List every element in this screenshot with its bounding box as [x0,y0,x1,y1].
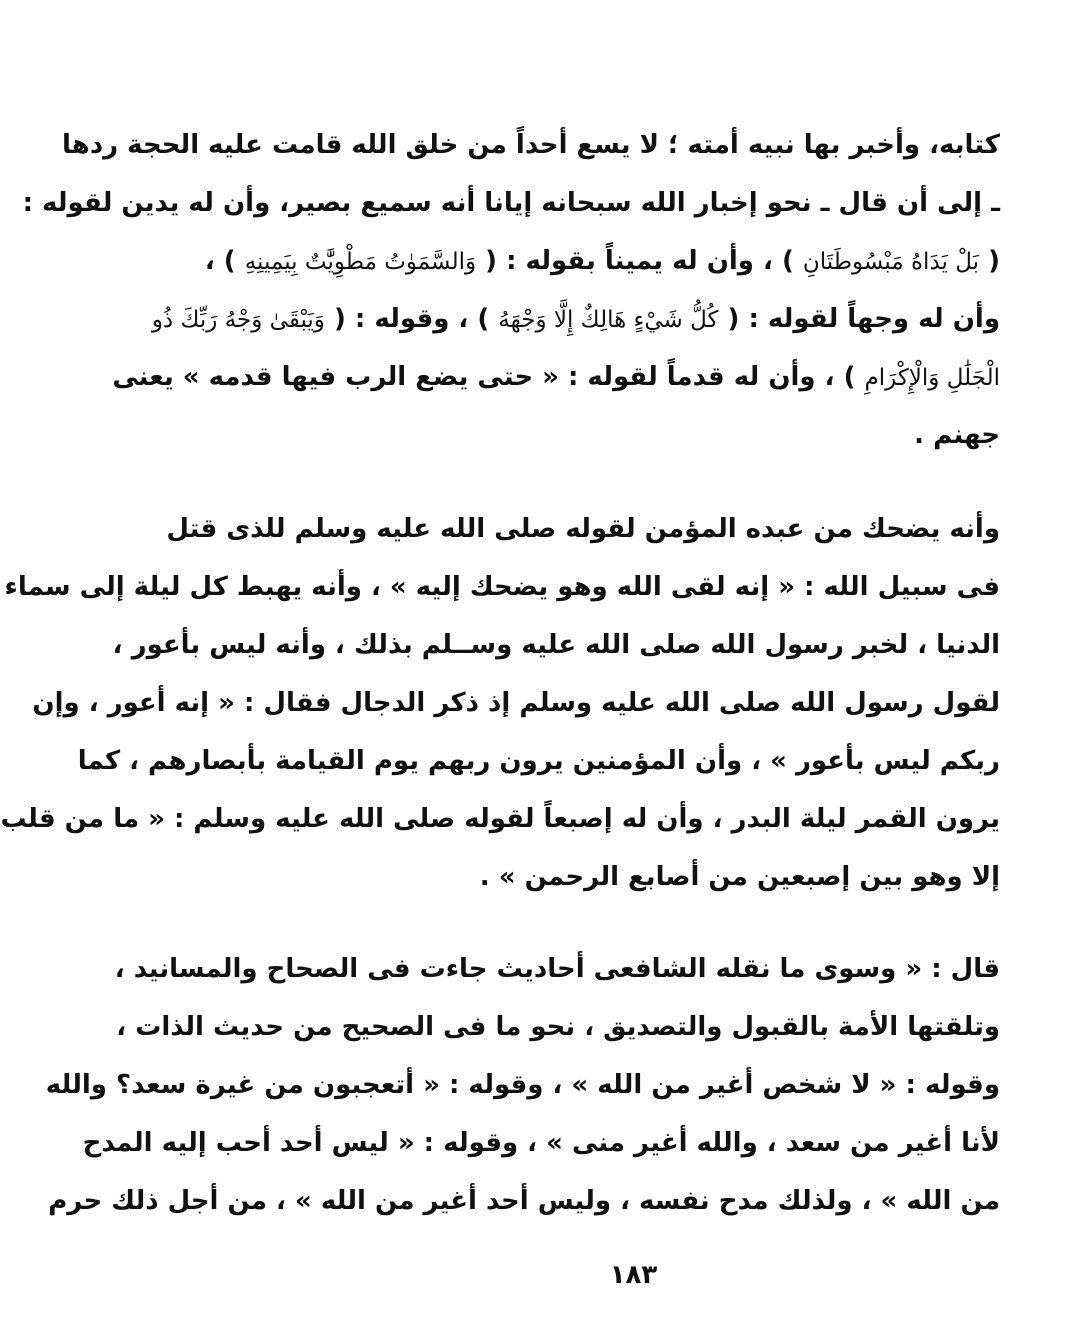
line-text: جهنم . [914,420,1000,450]
text-line [22,174,1000,232]
line-text: لقول رسول الله صلى الله عليه وسلم إذ ذكر الدجال فقال : « إنه أعور ، وإن [32,688,1000,718]
line-text: ) ، وأن له قدماً لقوله : « حتى يضع الرب فيها قدمه » يعنى [112,362,865,392]
text-line [166,500,1000,558]
paragraph-2 [0,500,1000,906]
quran-verse: الْجَلَٰلِ وَالْإِكْرَامِ [864,365,1000,391]
line-text: ) ، وقوله : ( [324,304,499,334]
line-text: الدنيا ، لخبر رسول الله صلى الله عليه وســلم بذلك ، وأنه ليس بأعور ، [112,630,1000,660]
line-text: كتابه، وأخبر بها نبيه أمته ؛ لا يسع أحداً من خلق الله قامت عليه الحجة ردها [62,130,1000,160]
text-line [283,406,1000,464]
line-text: ) ، وأن له يميناً بقوله : ( [476,246,803,276]
line-text: وتلقتها الأمة بالقبول والتصديق ، نحو ما فى الصحيح من حديث الذات ، [116,1012,1000,1042]
line-text: فى سبيل الله : « إنه لقى الله وهو يضحك إليه » ، وأنه يهبط كل ليلة إلى سماء [4,572,1000,602]
line-text: وأنه يضحك من عبده المؤمن لقوله صلى الله عليه وسلم للذى قتل [166,514,1000,544]
text-line [77,732,1000,790]
text-line [32,674,1000,732]
line-text: من الله » ، ولذلك مدح نفسه ، وليس أحد أغير من الله » ، من أجل ذلك حرم [48,1186,1000,1216]
line-text: وأن له وجهاً لقوله : ( [718,304,1000,334]
text-line [48,1172,1000,1230]
text-line [62,116,1000,174]
line-text: إلا وهو بين إصبعين من أصابع الرحمن » . [479,862,1000,892]
text-line [82,1114,1000,1172]
line-text: ) ، [204,246,245,276]
text-line [0,790,1000,848]
paragraph-3 [45,940,1000,1230]
text-line [45,1056,1000,1114]
line-text: ـ إلى أن قال ـ نحو إخبار الله سبحانه إيانا أنه سميع بصير، وأن له يدين لقوله : [22,188,1000,218]
quran-verse: وَيَبْقَىٰ وَجْهُ رَبِّكَ ذُو [151,307,325,333]
text-line [114,940,1000,998]
quran-verse: بَلْ يَدَاهُ مَبْسُوطَتَانِ [802,249,980,275]
line-text: ربكم ليس بأعور » ، وأن المؤمنين يرون ربهم يوم القيامة بأبصارهم ، كما [77,746,1000,776]
text-line [151,290,1000,348]
text-line [4,558,1000,616]
quran-verse: كُلُّ شَيْءٍ هَالِكٌ إِلَّا وَجْهَهُ [498,307,719,333]
line-text: وقوله : « لا شخص أغير من الله » ، وقوله : « أتعجبون من غيرة سعد؟ والله [45,1070,1000,1100]
paragraph-1 [22,116,1000,464]
text-line [283,848,1000,906]
text-line [204,232,1000,290]
page-number: ١٨٣ [609,1260,658,1290]
line-text: لأنا أغير من سعد ، والله أغير منى » ، وقوله : « ليس أحد أحب إليه المدح [82,1128,1000,1158]
quran-verse: وَالسَّمَوٰتُ مَطْوِيَّٰتٌ بِيَمِينِهِ [244,249,477,275]
text-line [112,616,1000,674]
text-line [116,998,1000,1056]
line-text: يرون القمر ليلة البدر ، وأن له إصبعاً لقوله صلى الله عليه وسلم : « ما من قلب [0,804,1000,834]
line-text: قال : « وسوى ما نقله الشافعى أحاديث جاءت فى الصحاح والمسانيد ، [114,954,1000,984]
line-text: ( [979,246,1000,276]
text-line [112,348,1000,406]
